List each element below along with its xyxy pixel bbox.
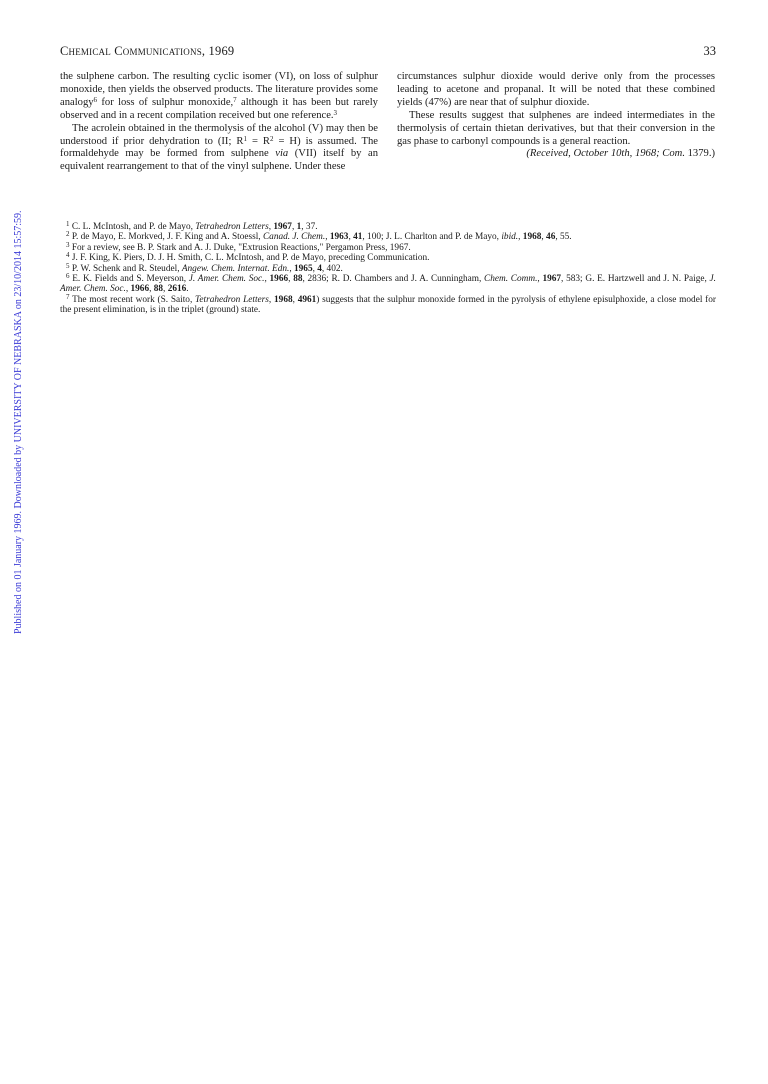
footnote-marker: 7	[66, 292, 70, 301]
italic-text: Tetrahedron Letters	[195, 222, 269, 232]
footnote-marker: 1	[66, 220, 70, 228]
bold-text: 1967	[542, 274, 562, 285]
bold-text: 41	[353, 232, 363, 243]
text-run: , 55.	[555, 232, 572, 243]
footnote-marker: 2	[269, 134, 274, 143]
text-run: ,	[537, 274, 543, 285]
footnote-7	[60, 292, 717, 316]
bold-text: 2616	[167, 284, 187, 295]
journal-title	[60, 44, 234, 59]
text-run: 1379.)	[684, 148, 715, 160]
text-run: , 100; J. L. Charlton and P. de Mayo,	[362, 232, 502, 243]
text-run: although it has been but rarely observed and in a recent compilation received but one reference.	[60, 96, 378, 121]
bold-text: 88	[153, 284, 164, 295]
bold-text: 4961	[297, 294, 317, 305]
footnote-marker: 3	[66, 240, 70, 249]
text-run: The most recent work (S. Saito,	[69, 294, 196, 305]
footnote-1	[60, 222, 716, 232]
footnote-marker: 1	[243, 134, 247, 143]
footnote-2	[60, 232, 716, 242]
received-date	[397, 148, 715, 161]
italic-text: (Received, October 10th, 1968; Com.	[526, 148, 685, 160]
text-run: , 402.	[321, 263, 343, 274]
left-paragraph-1	[60, 71, 378, 123]
text-run: ,	[348, 232, 354, 243]
text-run: for loss of sulphur monoxide,	[97, 96, 234, 108]
bold-text: 46	[546, 232, 556, 243]
text-run: ,	[292, 294, 298, 305]
text-run: , 2836; R. D. Chambers and J. A. Cunningham,	[302, 274, 485, 285]
footnote-marker: 7	[233, 95, 237, 104]
text-run: P. W. Schenk and R. Steudel,	[69, 263, 182, 274]
body-column-left	[60, 71, 378, 174]
journal-title-text: Chemical Communications, 1969	[60, 44, 235, 58]
text-run: P. de Mayo, E. Morkved, J. F. King and A. Stoessl,	[69, 232, 263, 243]
download-watermark-text: Published on 01 January 1969. Downloaded by UNIVERSITY OF NEBRASKA on 23/10/2014 15:57:59.	[13, 210, 24, 634]
body-column-right	[397, 71, 715, 161]
left-paragraph-2	[60, 123, 378, 175]
italic-text: Chem. Comm.	[484, 274, 538, 285]
footnote-5	[60, 261, 716, 274]
bold-text: 1968	[522, 232, 542, 243]
text-run: ,	[288, 274, 294, 285]
text-run: ,	[163, 284, 168, 295]
bold-text: 1967	[273, 222, 292, 232]
text-run: E. K. Fields and S. Meyerson,	[69, 274, 189, 285]
text-run: ,	[268, 222, 274, 232]
text-run: These results suggest that sulphenes are indeed intermediates in the thermolysis of certain thietan derivatives, but that their conversion in the gas phase to carbonyl compounds is a general reaction.	[397, 109, 715, 147]
bold-text: 1963	[329, 232, 349, 243]
text-run: ,	[289, 263, 294, 274]
text-run: , 37.	[301, 222, 318, 232]
text-run: = R	[246, 135, 270, 147]
running-header	[60, 44, 716, 60]
text-run: C. L. McIntosh, and P. de Mayo,	[69, 222, 196, 232]
right-paragraph-1	[397, 71, 715, 110]
page-number: 33	[703, 44, 716, 58]
italic-text: Angew. Chem. Internat. Edn.	[181, 263, 290, 274]
footnote-marker: 2	[66, 230, 70, 239]
bold-text: 1966	[269, 274, 289, 285]
text-run: the sulphene carbon. The resulting cyclic isomer (VI), on loss of sulphur monoxide, then yields the observed products. The literature provides some analogy	[60, 71, 378, 108]
footnote-marker: 5	[66, 261, 70, 270]
text-run: (VII) itself by an equivalent rearrangement to that of the vinyl sulphene. Under these	[60, 148, 378, 173]
italic-text: J. Amer. Chem. Soc.	[60, 274, 716, 295]
footnotes	[60, 222, 716, 316]
italic-text: Canad. J. Chem.	[262, 232, 326, 243]
footnote-6	[60, 274, 716, 295]
footnote-marker: 3	[333, 108, 338, 117]
footnote-marker: 6	[93, 95, 98, 104]
bold-text: 4	[317, 263, 322, 274]
italic-text: J. Amer. Chem. Soc.	[188, 274, 265, 285]
bold-text: 1968	[274, 294, 293, 305]
text-run: ,	[325, 232, 330, 243]
text-run: ,	[291, 222, 297, 232]
bold-text: 1965	[294, 263, 313, 274]
text-run: ,	[312, 263, 318, 274]
text-run: ,	[264, 274, 270, 285]
text-run: ) suggests that the sulphur monoxide formed in the pyrolysis of ethylene episulphoxide, a close model for the present elimination, is in the triplet (ground) state.	[60, 294, 717, 316]
footnote-marker: 6	[66, 272, 70, 281]
footnote-marker: 4	[66, 251, 70, 260]
bold-text: 1	[296, 222, 302, 232]
text-run: ,	[268, 294, 275, 305]
footnote-4	[60, 253, 716, 263]
text-run: ,	[518, 232, 523, 243]
bold-text: 88	[293, 274, 303, 285]
text-run: ,	[125, 284, 131, 295]
text-run: ,	[149, 284, 154, 295]
italic-text: ibid.	[501, 232, 519, 243]
text-run: circumstances sulphur dioxide would derive only from the processes leading to acetone and propanal. It will be noted that these combined yields (47%) are near that of sulphur dioxide.	[397, 71, 715, 108]
italic-text: via	[275, 148, 289, 160]
text-run: For a review, see B. P. Stark and A. J. Duke, "Extrusion Reactions," Pergamon Press, 1967.	[69, 242, 411, 253]
italic-text: Tetrahedron Letters	[195, 294, 269, 305]
text-run: .	[186, 284, 189, 295]
text-run: J. F. King, K. Piers, D. J. H. Smith, C. L. McIntosh, and P. de Mayo, preceding Communication.	[69, 253, 430, 264]
text-run: ,	[541, 232, 547, 243]
text-run: The acrolein obtained in the thermolysis of the alcohol (V) may then be understood if prior dehydration to (II; R	[60, 122, 378, 147]
bold-text: 1966	[130, 284, 150, 295]
footnote-3	[60, 240, 716, 253]
text-run: , 583; G. E. Hartzwell and J. N. Paige,	[561, 274, 710, 285]
text-run: = H) is assumed. The formaldehyde may be formed from sulphene	[60, 135, 379, 160]
right-paragraph-2	[397, 110, 715, 149]
download-watermark	[1, 210, 24, 1084]
